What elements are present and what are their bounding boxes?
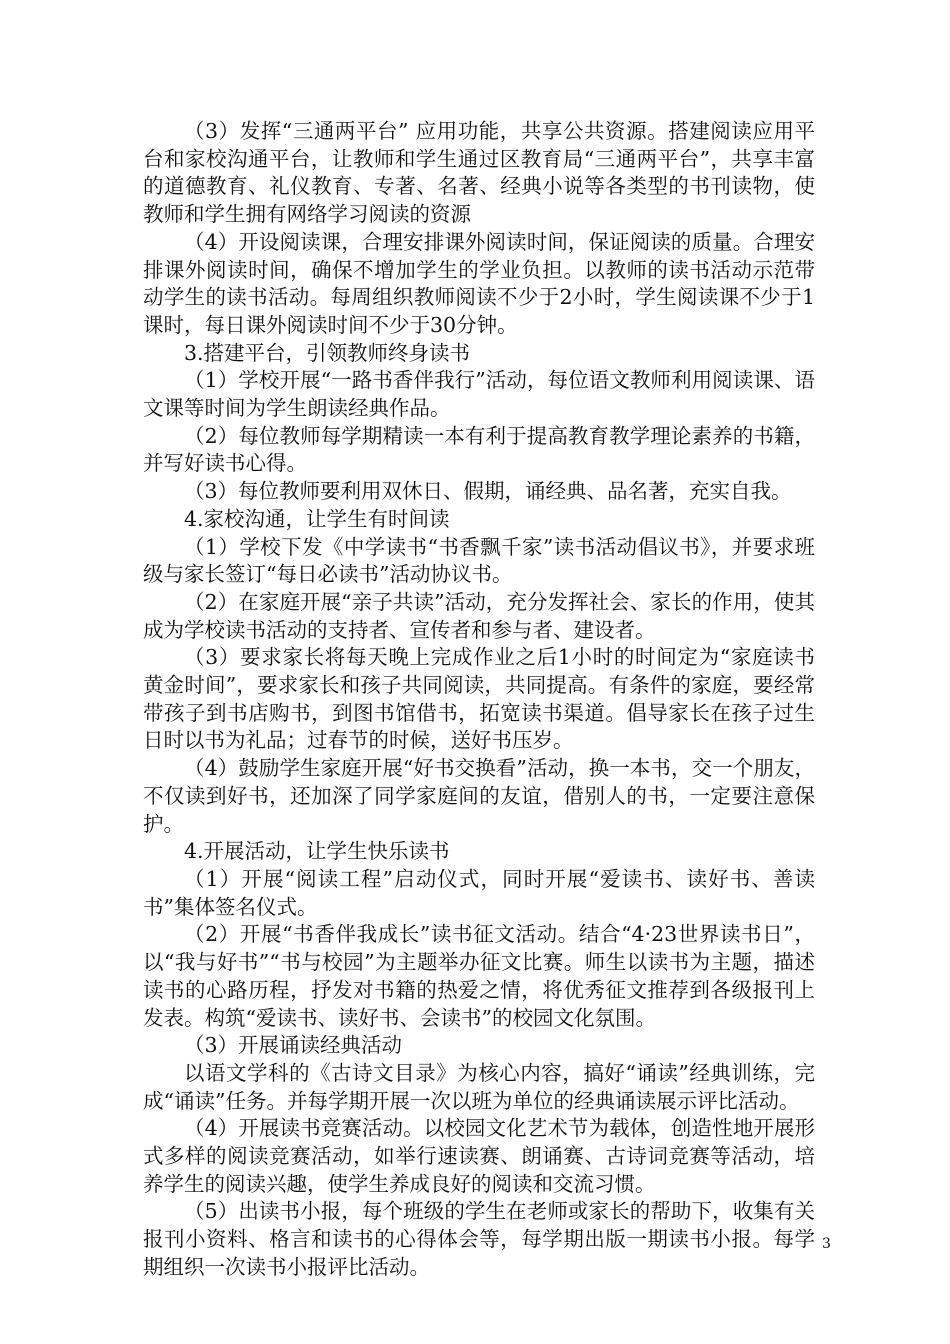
paragraph-4a-1: （1）学校下发《中学读书“书香飘千家”读书活动倡议书》，并要求班级与家长签订“每日必读书”活动协议书。 (143, 534, 815, 587)
section-heading-4b: 4.开展活动，让学生快乐读书 (184, 839, 450, 864)
page-number: 3 (822, 1236, 831, 1252)
paragraph-4a-2: （2）在家庭开展“亲子共读”活动，充分发挥社会、家长的作用，使其成为学校读书活动的支持者、宣传者和参与者、建设者。 (143, 589, 815, 642)
document-body (143, 118, 815, 1282)
paragraph-3-3: （3）发挥“三通两平台” 应用功能，共享公共资源。搭建阅读应用平台和家校沟通平台，让教师和学生通过区教育局“三通两平台”，共享丰富的道德教育、礼仪教育、专著、名著、经典小说等各类型的书刊读物，使教师和学生拥有网络学习阅读的资源 (143, 119, 815, 227)
paragraph-3s-3: （3）每位教师要利用双休日、假期，诵经典、品名著，充实自我。 (184, 479, 792, 504)
paragraph-4b-1: （1）开展“阅读工程”启动仪式，同时开展“爱读书、读好书、善读书”集体签名仪式。 (143, 866, 815, 919)
paragraph-3s-2: （2）每位教师每学期精读一本有利于提高教育教学理论素养的书籍，并写好读书心得。 (143, 423, 815, 476)
paragraph-4a-3: （3）要求家长将每天晚上完成作业之后1小时的时间定为“家庭读书黄金时间”，要求家长和孩子共同阅读，共同提高。有条件的家庭，要经常带孩子到书店购书，到图书馆借书，拓宽读书渠道。倡导家长在孩子过生日时以书为礼品；过春节的时候，送好书压岁。 (143, 645, 815, 753)
paragraph-4b-2: （2）开展“书香伴我成长”读书征文活动。结合“4·23世界读书日”，以“我与好书”“书与校园”为主题举办征文比赛。师生以读书为主题，描述读书的心路历程，抒发对书籍的热爱之情，将优秀征文推荐到各级报刊上发表。构筑“爱读书、读好书、会读书”的校园文化氛围。 (143, 922, 815, 1030)
paragraph-4b-4: （4）开展读书竞赛活动。以校园文化艺术节为载体，创造性地开展形式多样的阅读竞赛活动，如举行速读赛、朗诵赛、古诗词竞赛等活动，培养学生的阅读兴趣，使学生养成良好的阅读和交流习惯。 (143, 1116, 815, 1196)
paragraph-4b-3-body: 以语文学科的《古诗文目录》为核心内容，搞好“诵读”经典训练，完成“诵读”任务。并每学期开展一次以班为单位的经典诵读展示评比活动。 (143, 1060, 815, 1113)
paragraph-4b-3-heading: （3）开展诵读经典活动 (184, 1033, 403, 1058)
paragraph-3-4: （4）开设阅读课，合理安排课外阅读时间，保证阅读的质量。合理安排课外阅读时间，确保不增加学生的学业负担。以教师的读书活动示范带动学生的读书活动。每周组织教师阅读不少于2小时，学生阅读课不少于1课时，每日课外阅读时间不少于30分钟。 (143, 229, 815, 337)
paragraph-3s-1: （1）学校开展“一路书香伴我行”活动，每位语文教师利用阅读课、语文课等时间为学生朗读经典作品。 (143, 368, 815, 421)
paragraph-4b-5: （5）出读书小报，每个班级的学生在老师或家长的帮助下，收集有关报刊小资料、格言和读书的心得体会等，每学期出版一期读书小报。每学期组织一次读书小报评比活动。 (143, 1199, 815, 1279)
section-heading-4a: 4.家校沟通，让学生有时间读 (184, 506, 450, 531)
paragraph-4a-4: （4）鼓励学生家庭开展“好书交换看”活动，换一本书，交一个朋友，不仅读到好书，还加深了同学家庭间的友谊，借别人的书，一定要注意保护。 (143, 756, 815, 836)
section-heading-3: 3.搭建平台，引领教师终身读书 (184, 340, 471, 365)
